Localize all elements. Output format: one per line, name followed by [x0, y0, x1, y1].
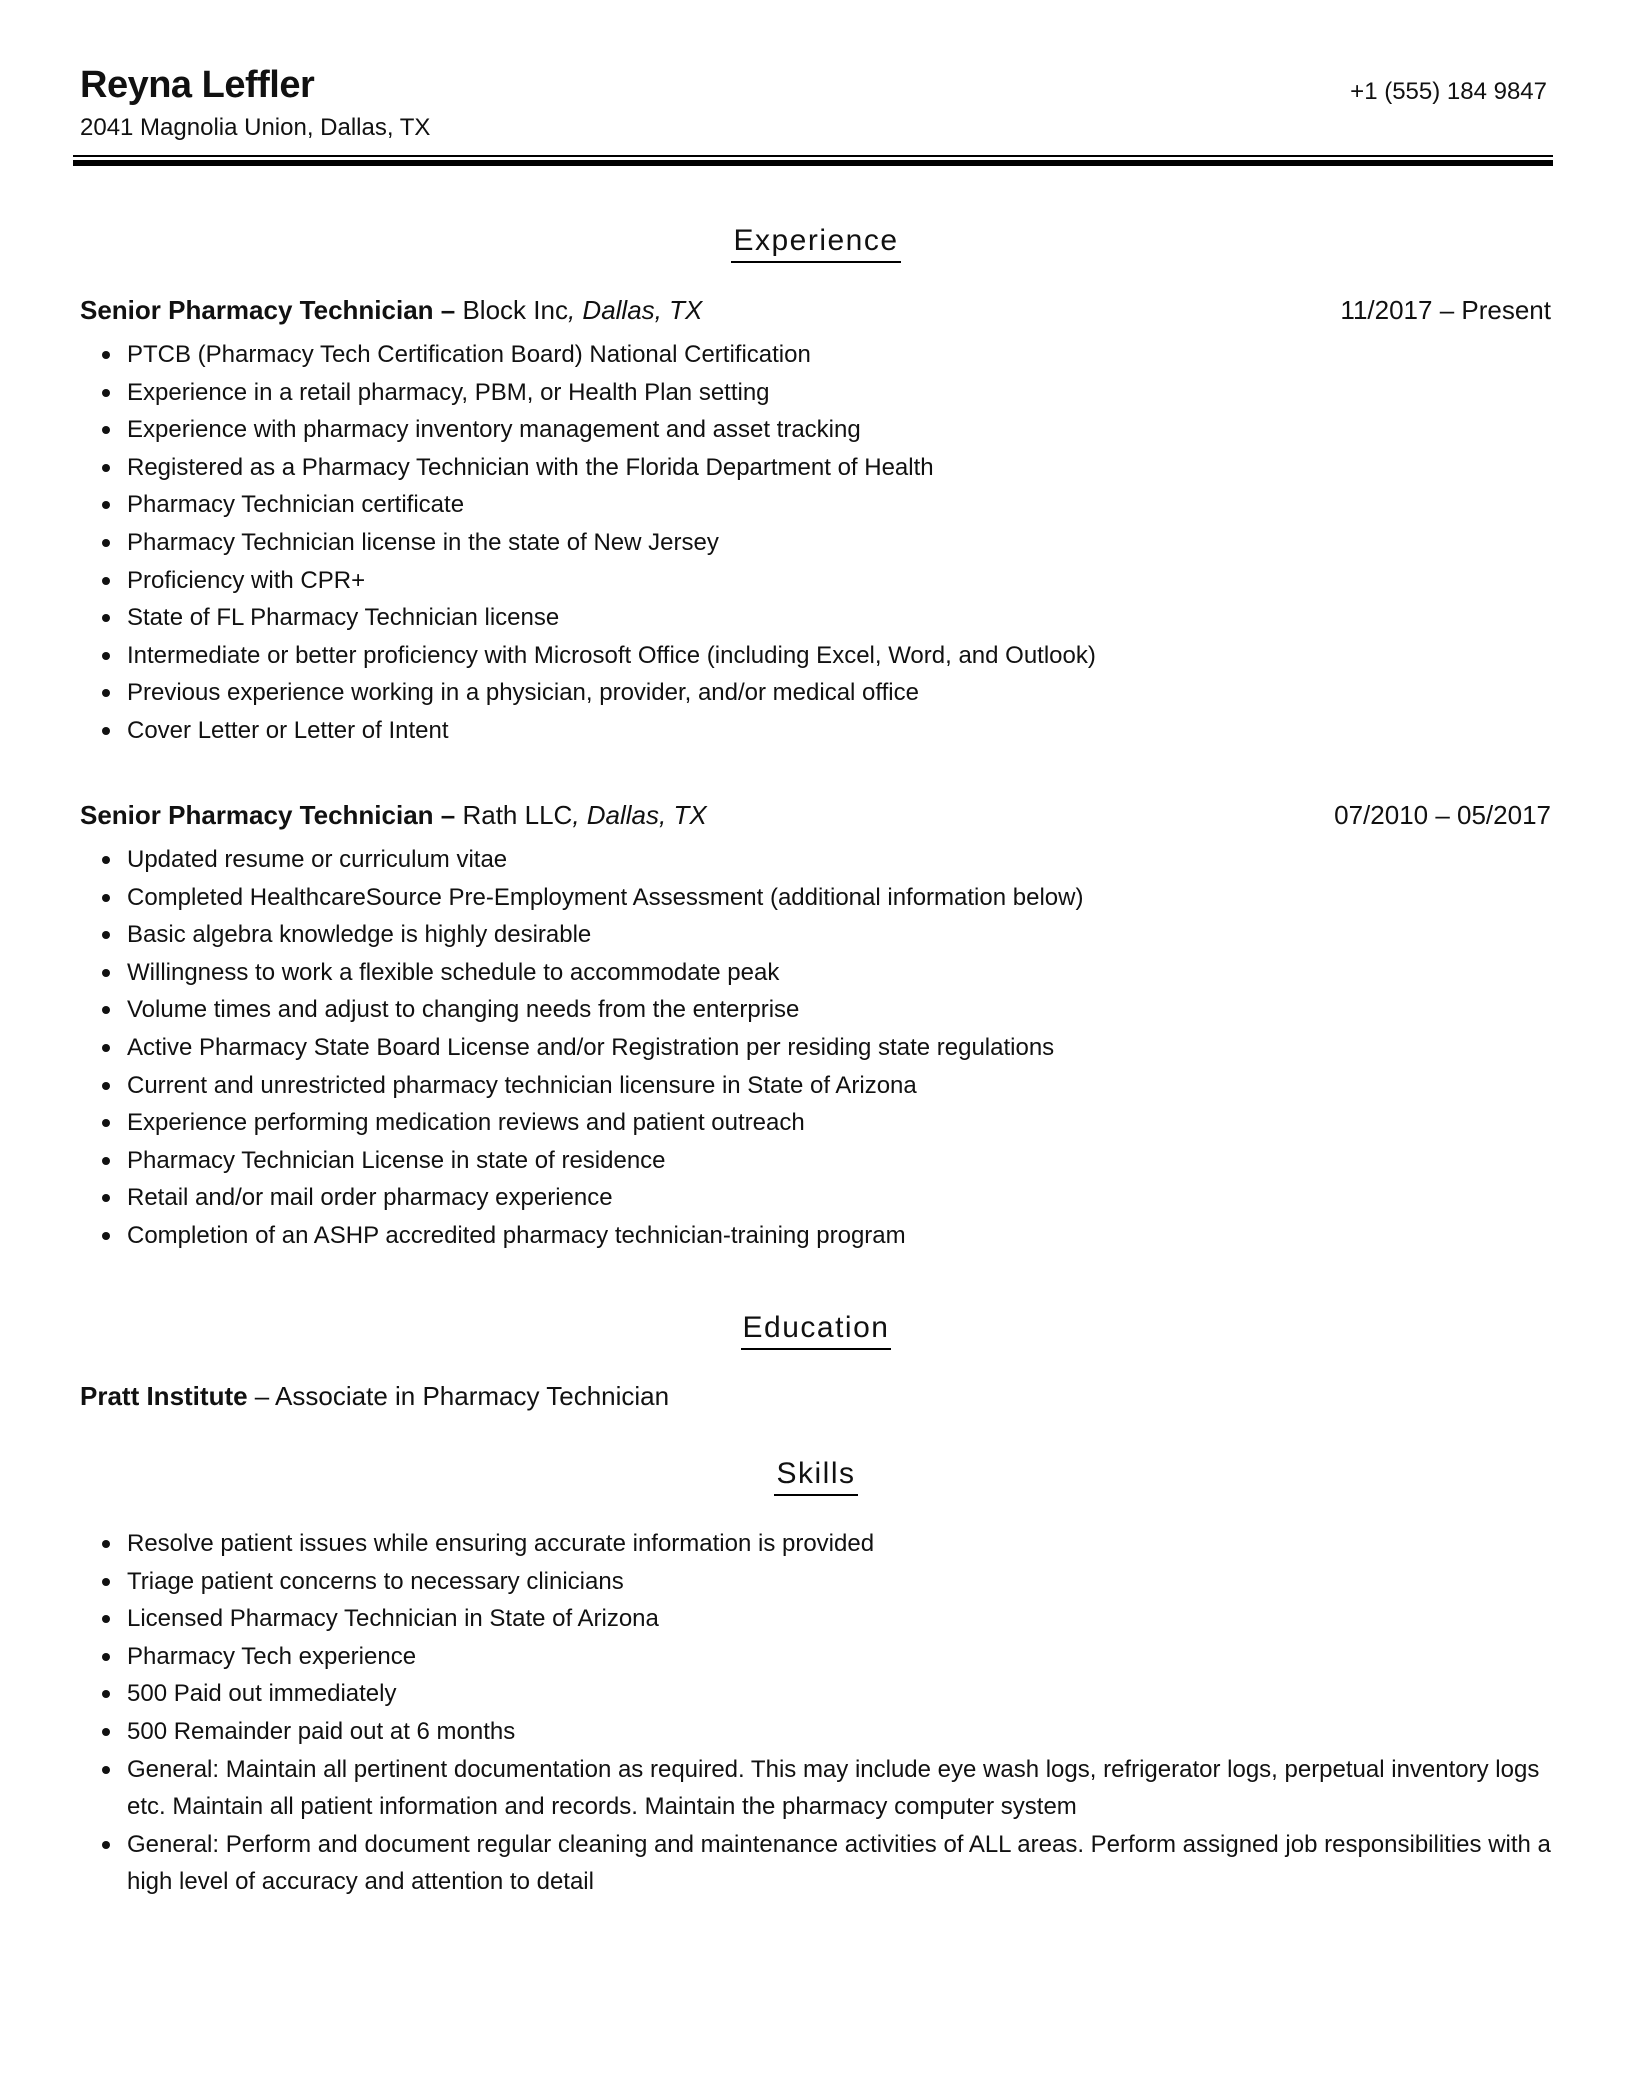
- header-rule-thick: [73, 160, 1553, 166]
- education-entry: [80, 1381, 669, 1412]
- list-item: Triage patient concerns to necessary clinicians: [127, 1563, 1567, 1601]
- experience-heading-text: Experience: [731, 224, 900, 263]
- list-item: PTCB (Pharmacy Tech Certification Board) National Certification: [127, 336, 1567, 374]
- list-item: Licensed Pharmacy Technician in State of Arizona: [127, 1600, 1567, 1638]
- list-item: Experience with pharmacy inventory management and asset tracking: [127, 411, 1567, 449]
- education-heading: [0, 1311, 1632, 1350]
- list-item: Completed HealthcareSource Pre-Employment Assessment (additional information below): [127, 879, 1567, 917]
- address: 2041 Magnolia Union, Dallas, TX: [80, 114, 431, 141]
- job-2-header: [80, 800, 1551, 831]
- list-item: 500 Remainder paid out at 6 months: [127, 1713, 1567, 1751]
- list-item: Pharmacy Tech experience: [127, 1638, 1567, 1676]
- company: Block Inc: [462, 295, 568, 325]
- skills-heading: [0, 1457, 1632, 1496]
- list-item: Volume times and adjust to changing needs from the enterprise: [127, 991, 1567, 1029]
- job-title: Senior Pharmacy Technician –: [80, 800, 456, 830]
- job-1-bullets: [100, 336, 1567, 750]
- list-item: State of FL Pharmacy Technician license: [127, 599, 1567, 637]
- list-item: Pharmacy Technician License in state of residence: [127, 1142, 1567, 1180]
- list-item: Retail and/or mail order pharmacy experience: [127, 1179, 1567, 1217]
- list-item: Basic algebra knowledge is highly desirable: [127, 916, 1567, 954]
- list-item: Pharmacy Technician license in the state of New Jersey: [127, 524, 1567, 562]
- list-item: Cover Letter or Letter of Intent: [127, 712, 1567, 750]
- job-1-header: [80, 295, 1551, 326]
- list-item: Experience performing medication reviews and patient outreach: [127, 1104, 1567, 1142]
- header-rule-thin: [73, 155, 1553, 157]
- list-item: Updated resume or curriculum vitae: [127, 841, 1567, 879]
- school: Pratt Institute: [80, 1381, 248, 1411]
- location: , Dallas, TX: [572, 800, 707, 830]
- list-item: Intermediate or better proficiency with Microsoft Office (including Excel, Word, and Outlook): [127, 637, 1567, 675]
- list-item: Pharmacy Technician certificate: [127, 486, 1567, 524]
- education-heading-text: Education: [741, 1311, 892, 1350]
- list-item: 500 Paid out immediately: [127, 1675, 1567, 1713]
- list-item: Experience in a retail pharmacy, PBM, or Health Plan setting: [127, 374, 1567, 412]
- experience-heading: [0, 224, 1632, 263]
- candidate-name: Reyna Leffler: [80, 64, 315, 106]
- degree: – Associate in Pharmacy Technician: [247, 1381, 670, 1411]
- location: , Dallas, TX: [567, 295, 703, 325]
- job-title: Senior Pharmacy Technician –: [80, 295, 456, 325]
- list-item: General: Maintain all pertinent documentation as required. This may include eye wash logs, refrigerator logs, perpetual inventory logs etc. Maintain all patient information and records. Maintain the pharmacy computer system: [127, 1751, 1567, 1826]
- skills-list: [100, 1525, 1567, 1901]
- list-item: Completion of an ASHP accredited pharmacy technician-training program: [127, 1217, 1567, 1255]
- list-item: General: Perform and document regular cleaning and maintenance activities of ALL areas. Perform assigned job responsibilities with a high level of accuracy and attention to detail: [127, 1826, 1567, 1901]
- skills-heading-text: Skills: [774, 1457, 857, 1496]
- list-item: Previous experience working in a physician, provider, and/or medical office: [127, 674, 1567, 712]
- list-item: Active Pharmacy State Board License and/or Registration per residing state regulations: [127, 1029, 1567, 1067]
- list-item: Resolve patient issues while ensuring accurate information is provided: [127, 1525, 1567, 1563]
- phone: +1 (555) 184 9847: [1350, 78, 1547, 105]
- job-dates: 07/2010 – 05/2017: [1334, 800, 1551, 830]
- job-dates: 11/2017 – Present: [1340, 295, 1551, 325]
- job-2-bullets: [100, 841, 1567, 1255]
- list-item: Registered as a Pharmacy Technician with the Florida Department of Health: [127, 449, 1567, 487]
- list-item: Proficiency with CPR+: [127, 562, 1567, 600]
- company: Rath LLC: [462, 800, 573, 830]
- list-item: Current and unrestricted pharmacy technician licensure in State of Arizona: [127, 1067, 1567, 1105]
- list-item: Willingness to work a flexible schedule to accommodate peak: [127, 954, 1567, 992]
